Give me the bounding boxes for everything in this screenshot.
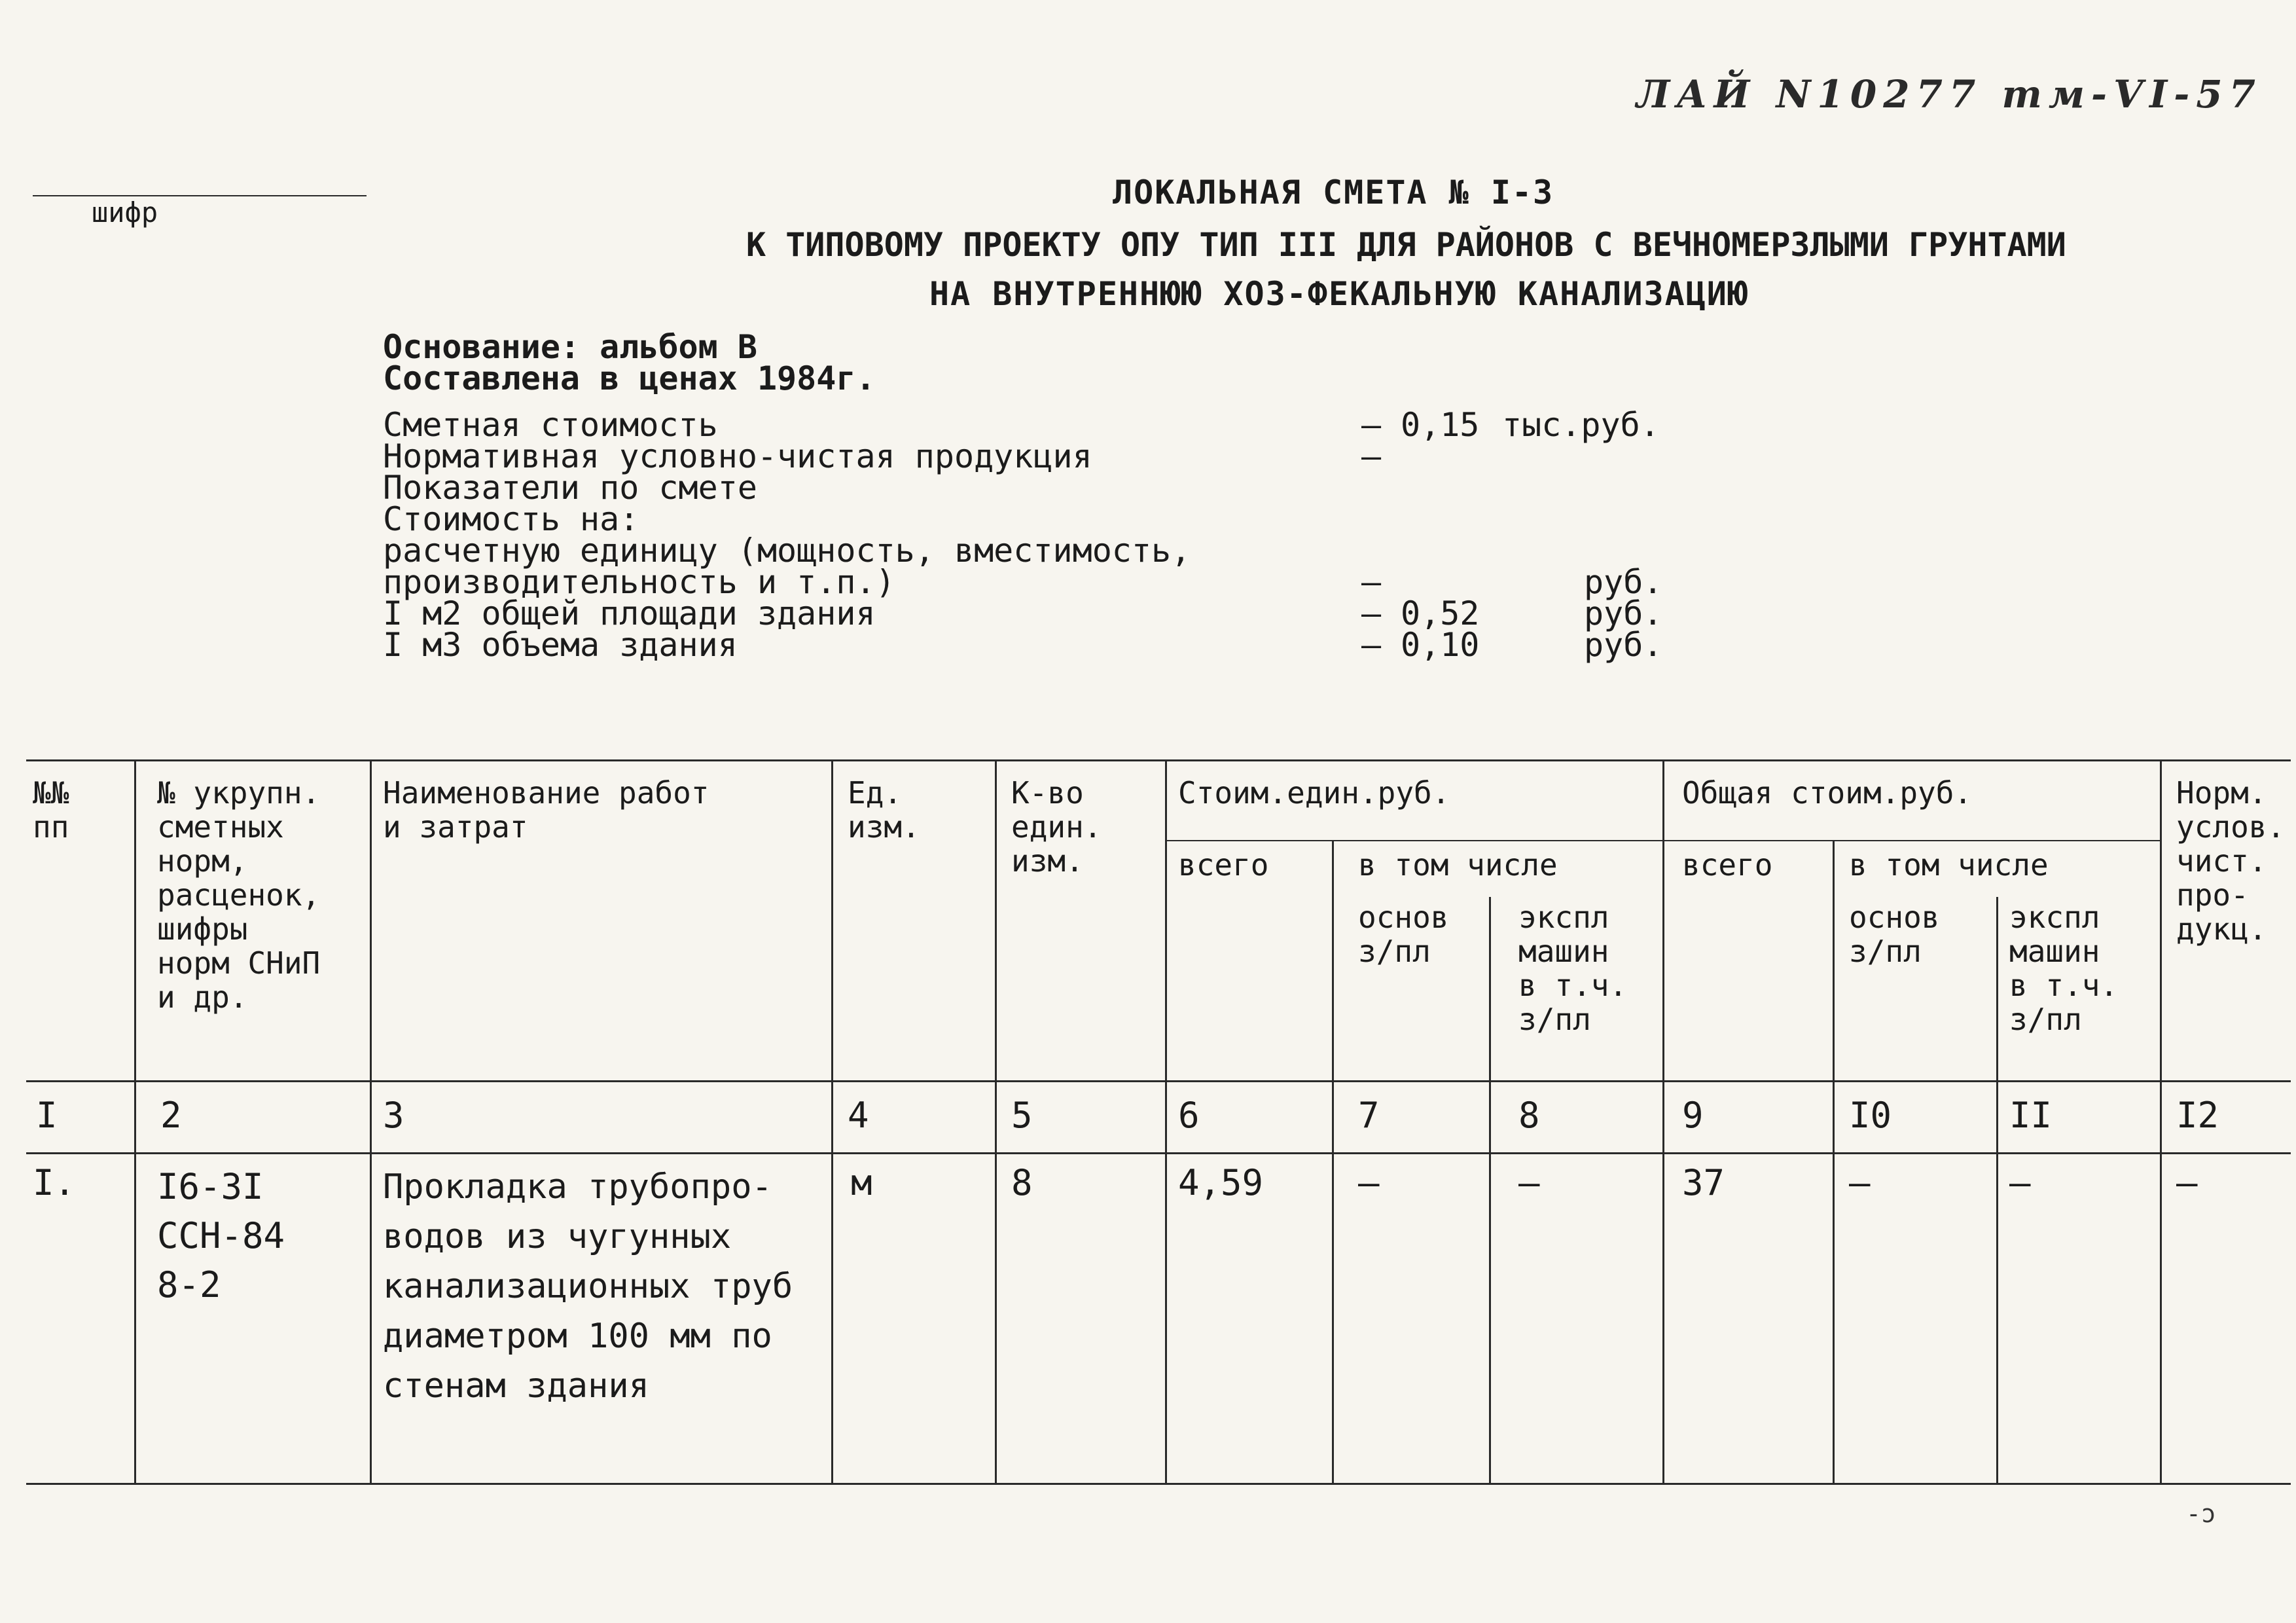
- summary-dash-5: –: [1361, 563, 1382, 601]
- header-total-total: всего: [1682, 847, 1773, 883]
- summary-dash-0: –: [1361, 406, 1382, 444]
- row-name: Прокладка трубопро- водов из чугунных канализационных труб диаметром 100 мм по стенам здания: [383, 1167, 793, 1406]
- summary-value-7: 0,10: [1401, 626, 1480, 664]
- header-unit-incl: в том числе: [1358, 847, 1558, 883]
- table-bottom-rule: [26, 1483, 2291, 1485]
- header-total-cost: Общая стоим.руб.: [1682, 775, 1973, 811]
- header-unit-machine: экспл машин в т.ч. з/пл: [1518, 900, 1628, 1037]
- basis-line-1: Основание: альбом В: [383, 328, 757, 366]
- header-col3: Наименование работ и затрат: [383, 775, 709, 845]
- summary-value-6: 0,52: [1401, 594, 1480, 632]
- colnum-8: 8: [1518, 1095, 1540, 1136]
- col-divider-6: [1165, 759, 1167, 1483]
- cipher-rule: [33, 195, 367, 196]
- colnum-5: 5: [1011, 1095, 1033, 1136]
- colnum-9: 9: [1682, 1095, 1704, 1136]
- row-unit-machine: –: [1518, 1162, 1540, 1203]
- summary-dash-6: –: [1361, 594, 1382, 632]
- document-code: ЛАЙ N10277 тм-VI-57: [1636, 72, 2263, 117]
- colnum-2: 2: [160, 1095, 182, 1136]
- header-total-incl: в том числе: [1849, 847, 2049, 883]
- col-divider-2: [134, 759, 136, 1483]
- row-net-product: –: [2176, 1162, 2198, 1203]
- summary-label-4: расчетную единицу (мощность, вместимость,: [383, 532, 1191, 570]
- header-unit-total: всего: [1178, 847, 1269, 883]
- header-total-wage: основ з/пл: [1849, 900, 1940, 969]
- summary-unit-6: руб.: [1584, 594, 1663, 632]
- row-unit-total: 4,59: [1178, 1162, 1264, 1203]
- col-divider-3: [370, 759, 372, 1483]
- row-total-wage: –: [1849, 1162, 1871, 1203]
- summary-label-2: Показатели по смете: [383, 469, 757, 507]
- col-divider-11: [1996, 897, 1998, 1483]
- col-divider-4: [831, 759, 833, 1483]
- header-total-machine: экспл машин в т.ч. з/пл: [2009, 900, 2119, 1037]
- row-number: I.: [33, 1162, 76, 1203]
- corner-mark: -ɔ: [2186, 1499, 2216, 1528]
- header-unit-wage: основ з/пл: [1358, 900, 1449, 969]
- col-divider-5: [995, 759, 997, 1483]
- basis-line-2: Составлена в ценах 1984г.: [383, 359, 876, 397]
- summary-unit-5: руб.: [1584, 563, 1663, 601]
- colnum-12: I2: [2176, 1095, 2219, 1136]
- row-total: 37: [1682, 1162, 1725, 1203]
- summary-dash-7: –: [1361, 626, 1382, 664]
- summary-unit-7: руб.: [1584, 626, 1663, 664]
- title-line-3: НА ВНУТРЕННЮЮ ХОЗ-ФЕКАЛЬНУЮ КАНАЛИЗАЦИЮ: [929, 275, 1749, 313]
- colnum-3: 3: [383, 1095, 404, 1136]
- row-qty: 8: [1011, 1162, 1033, 1203]
- cipher-label: шифр: [92, 196, 158, 228]
- title-line-1: ЛОКАЛЬНАЯ СМЕТА № I-3: [1113, 173, 1554, 211]
- numbers-bottom-rule: [26, 1152, 2291, 1154]
- summary-label-5: производительность и т.п.): [383, 563, 895, 601]
- col-divider-9: [1662, 759, 1664, 1483]
- colnum-6: 6: [1178, 1095, 1200, 1136]
- header-col5: К-во един. изм.: [1011, 775, 1102, 879]
- colnum-11: II: [2009, 1095, 2053, 1136]
- header-col1: №№ пп: [33, 775, 69, 845]
- summary-dash-1: –: [1361, 437, 1382, 475]
- table-top-rule: [26, 759, 2291, 761]
- header-col12: Норм. услов. чист. про- дукц.: [2176, 775, 2286, 947]
- summary-label-0: Сметная стоимость: [383, 406, 718, 444]
- header-col4: Ед. изм.: [848, 775, 920, 845]
- row-code: I6-3I ССН-84 8-2: [157, 1166, 285, 1305]
- colnum-10: I0: [1849, 1095, 1892, 1136]
- col-divider-7: [1332, 840, 1334, 1483]
- subheader-rule-total: [1662, 840, 2160, 841]
- summary-label-1: Нормативная условно-чистая продукция: [383, 437, 1092, 475]
- subheader-rule-unit: [1165, 840, 1662, 841]
- summary-unit-0: тыс.руб.: [1502, 406, 1660, 444]
- row-unit-wage: –: [1358, 1162, 1380, 1203]
- colnum-1: I: [36, 1095, 58, 1136]
- header-unit-cost: Стоим.един.руб.: [1178, 775, 1450, 811]
- row-total-machine: –: [2009, 1162, 2031, 1203]
- col-divider-8: [1489, 897, 1491, 1483]
- summary-label-6: I м2 общей площади здания: [383, 594, 876, 632]
- header-bottom-rule: [26, 1080, 2291, 1082]
- title-line-2: К ТИПОВОМУ ПРОЕКТУ ОПУ ТИП III ДЛЯ РАЙОНОВ С ВЕЧНОМЕРЗЛЫМИ ГРУНТАМИ: [746, 226, 2066, 264]
- summary-label-7: I м3 объема здания: [383, 626, 738, 664]
- col-divider-12: [2160, 759, 2162, 1483]
- colnum-4: 4: [848, 1095, 869, 1136]
- col-divider-10: [1833, 840, 1835, 1483]
- header-col2: № укрупн. сметных норм, расценок, шифры норм СНиП и др.: [157, 775, 321, 1015]
- summary-label-3: Стоимость на:: [383, 500, 639, 538]
- colnum-7: 7: [1358, 1095, 1380, 1136]
- row-unit: м: [851, 1162, 872, 1203]
- summary-value-0: 0,15: [1401, 406, 1480, 444]
